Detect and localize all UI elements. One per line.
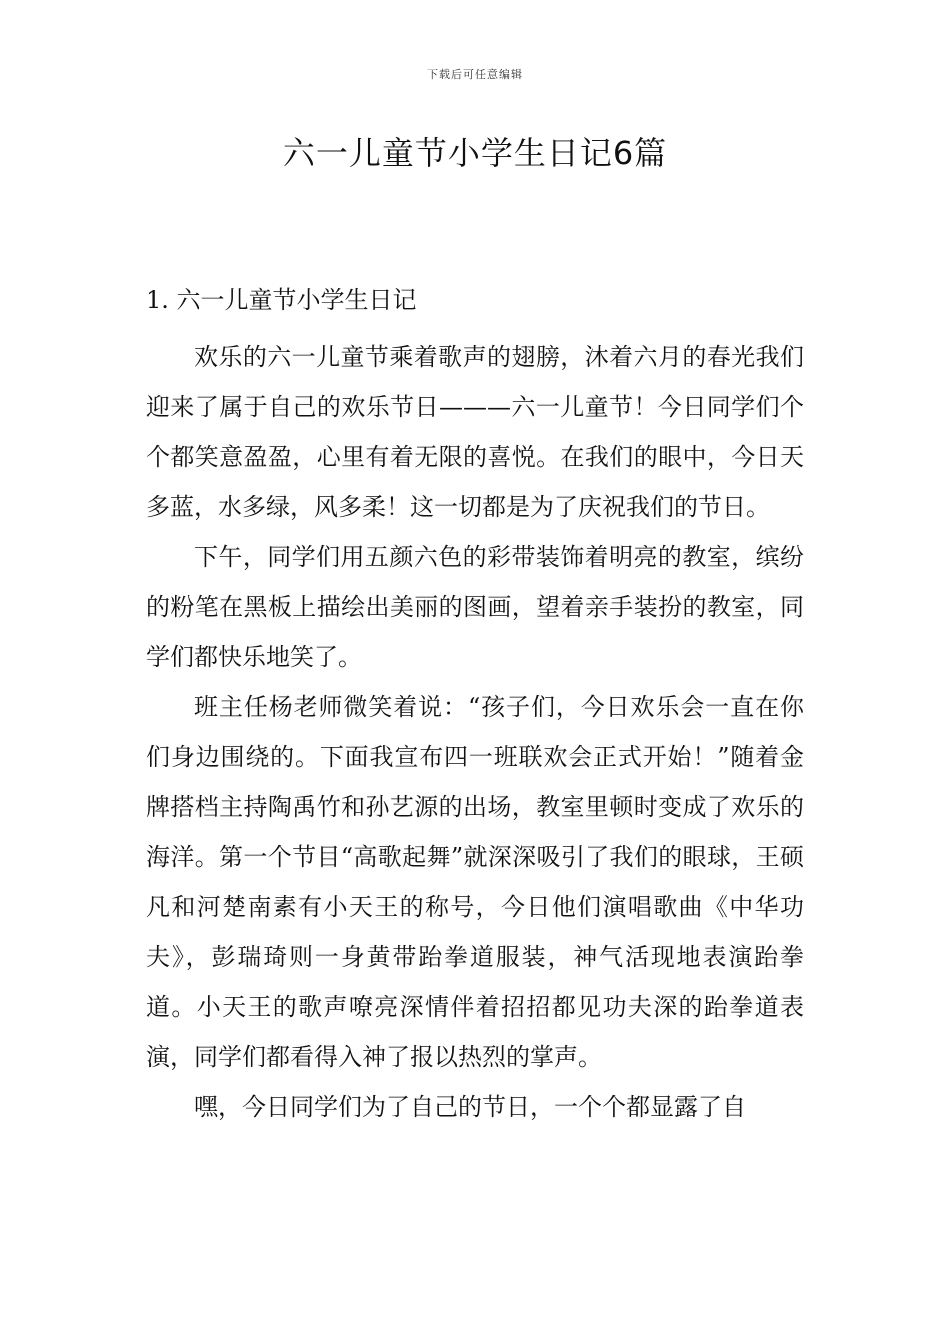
document-title: 六一儿童节小学生日记6篇 [282, 134, 668, 172]
paragraph-2: 下午，同学们用五颜六色的彩带装饰着明亮的教室，缤纷的粉笔在黑板上描绘出美丽的图画，望着亲手装扮的教室，同学们都快乐地笑了。 [146, 543, 804, 671]
section-heading: 1. 六一儿童节小学生日记 [146, 286, 417, 314]
paragraph-3: 班主任杨老师微笑着说：“孩子们，今日欢乐会一直在你们身边围绕的。下面我宣布四一班联欢会正式开始！”随着金牌搭档主持陶禹竹和孙艺源的出场，教室里顿时变成了欢乐的海洋。第一个节目“高歌起舞”就深深吸引了我们的眼球，王硕凡和河楚南素有小天王的称号，今日他们演唱歌曲《中华功夫》，彭瑞琦则一身黄带跆拳道服装，神气活现地表演跆拳道。小天王的歌声嘹亮深情伴着招招都见功夫深的跆拳道表演，同学们都看得入神了报以热烈的掌声。 [146, 693, 804, 1071]
paragraph-1: 欢乐的六一儿童节乘着歌声的翅膀，沐着六月的春光我们迎来了属于自己的欢乐节日———六一儿童节！今日同学们个个都笑意盈盈，心里有着无限的喜悦。在我们的眼中，今日天多蓝，水多绿，风多柔！这一切都是为了庆祝我们的节日。 [146, 343, 804, 521]
paragraph-4: 嘿，今日同学们为了自己的节日，一个个都显露了自 [194, 1093, 746, 1121]
header-note: 下载后可任意编辑 [427, 68, 523, 81]
document-body [146, 282, 804, 1132]
